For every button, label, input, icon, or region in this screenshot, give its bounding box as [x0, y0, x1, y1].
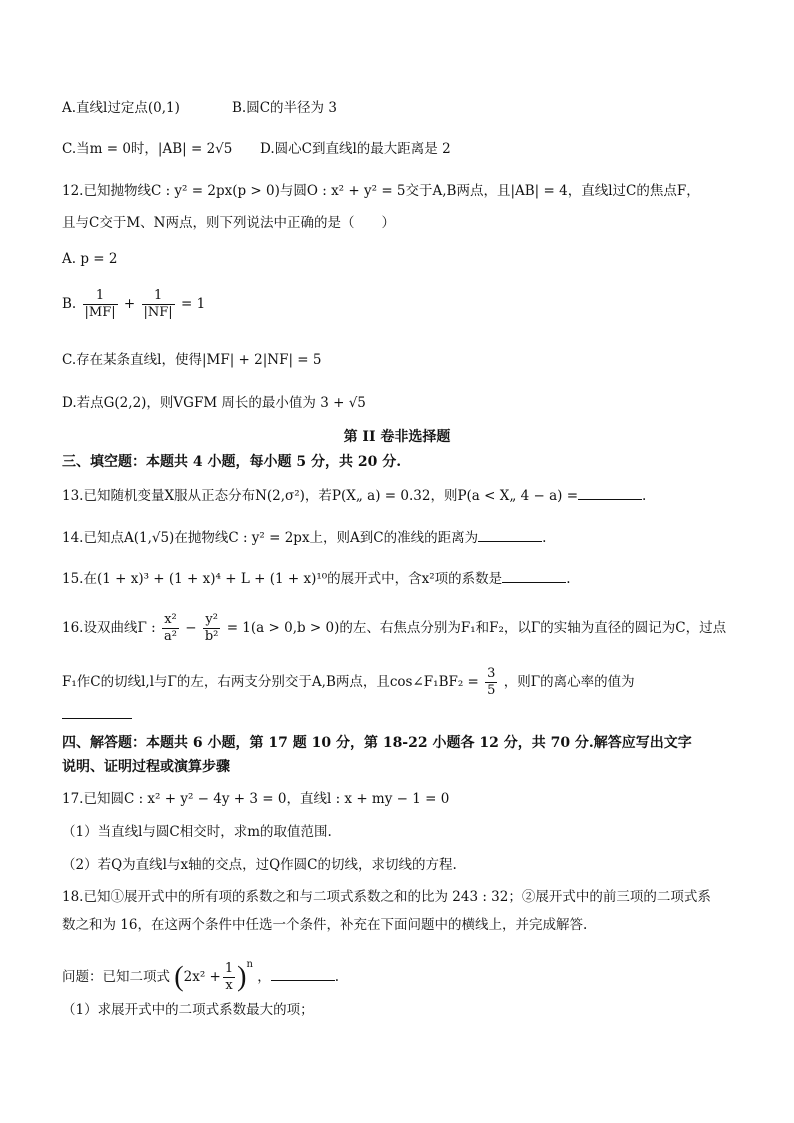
q18-question-prefix: 问题：已知二项式 — [62, 969, 170, 985]
fraction-denominator: x — [225, 978, 233, 993]
exponent: n — [246, 959, 253, 970]
part-title: 第 II 卷非选择题 — [343, 429, 451, 445]
q18-part1: （1）求展开式中的二项式系数最大的项； — [62, 1002, 314, 1018]
fraction-denominator: |MF| — [84, 305, 116, 320]
left-paren: ( — [174, 961, 184, 993]
q12-option-b-label: B. — [62, 296, 77, 312]
right-paren: ) — [237, 961, 247, 993]
q18-question: 问题：已知二项式 (2x² + $\frac{1}{x}$ )$^n$ ， . — [62, 959, 339, 993]
q16-line2 — [62, 666, 635, 699]
q18-stem-line1: 18.已知①展开式中的所有项的系数之和与二项式系数之和的比为 243 : 32；②展开式中的前三项的二项式系 — [62, 889, 711, 905]
q13: 13.已知随机变量X服从正态分布N(2,σ²)，若P(X„ a) = 0.32，则P(a < X„ 4 − a) = . — [62, 485, 646, 506]
q16-fraction-x — [162, 612, 179, 645]
q16-rest: = 1(a > 0,b > 0)的左、右焦点分别为F₁和F₂，以Γ的实轴为直径的圆记为C，过点 — [226, 620, 727, 636]
fraction-denominator: b² — [204, 629, 219, 644]
q12-stem-line2: 且与C交于M、N两点，则下列说法中正确的是（ ） — [62, 215, 395, 231]
q18-stem-line2: 数之和为 16，在这两个条件中任选一个条件，补充在下面问题中的横线上，并完成解答. — [62, 917, 588, 933]
q12-option-c: C.存在某条直线l，使得|MF| + 2|NF| = 5 — [62, 352, 322, 368]
q17-stem: 17.已知圆C : x² + y² − 4y + 3 = 0，直线l : x + my − 1 = 0 — [62, 791, 450, 807]
q12-option-d: D.若点G(2,2)，则VGFM 周长的最小值为 3 + √5 — [62, 395, 366, 411]
fraction-numerator: 1 — [83, 288, 118, 305]
fraction-numerator: 3 — [487, 666, 496, 681]
q16-line1 — [62, 612, 726, 645]
q16-fraction-y — [203, 612, 221, 645]
answer-blank — [502, 568, 566, 583]
q16-fraction-cos — [485, 666, 497, 699]
q12-option-a: A. p = 2 — [62, 251, 118, 267]
q14: 14.已知点A(1,√5)在抛物线C : y² = 2px上，则A到C的准线的距离为 . — [62, 527, 546, 548]
q12-option-b-fraction-2 — [142, 288, 175, 321]
answer-header-line2: 说明、证明过程或演算步骤 — [62, 759, 230, 775]
equation-rhs: = 1 — [180, 296, 206, 312]
q11-option-b: B.圆C的半径为 3 — [232, 100, 337, 116]
fraction-numerator: 1 — [224, 961, 234, 976]
fill-in-header: 三、填空题：本题共 4 小题，每小题 5 分，共 20 分. — [62, 454, 402, 470]
q11-option-d: D.圆心C到直线l的最大距离是 2 — [260, 141, 451, 157]
fraction-denominator: |NF| — [143, 305, 173, 320]
q17-part1: （1）当直线l与圆C相交时，求m的取值范围. — [62, 824, 332, 840]
q13-text: 13.已知随机变量X服从正态分布N(2,σ²)，若P(X„ a) = 0.32，则P(a < X„ 4 − a) = — [62, 488, 579, 504]
q18-fraction — [223, 961, 235, 994]
q15-text: 15.在(1 + x)³ + (1 + x)⁴ + L + (1 + x)¹⁰的展开式中，含x²项的系数是 — [62, 571, 503, 587]
q16-answer-line — [62, 704, 132, 725]
q11-option-a: A.直线l过定点(0,1) — [62, 100, 180, 116]
q16-line2-prefix: F₁作C的切线l,l与Γ的左，右两支分别交于A,B两点，且cos∠F₁BF₂ = — [62, 674, 479, 690]
q16-prefix: 16.设双曲线Γ : — [62, 620, 156, 636]
q18-suffix: ， — [257, 969, 271, 985]
minus-sign: − — [185, 620, 197, 636]
q12-option-b — [62, 288, 205, 321]
q18-expression: 2x² + — [183, 969, 221, 985]
q12-option-b-fraction-1 — [83, 288, 118, 321]
q14-text: 14.已知点A(1,√5)在抛物线C : y² = 2px上，则A到C的准线的距离为 — [62, 530, 479, 546]
q11-option-c: C.当m = 0时，|AB| = 2√5 — [62, 141, 233, 157]
answer-blank — [271, 966, 335, 981]
q16-line2-suffix: ，则Γ的离心率的值为 — [503, 674, 635, 690]
answer-blank — [578, 485, 642, 500]
q17-part2: （2）若Q为直线l与x轴的交点，过Q作圆C的切线，求切线的方程. — [62, 857, 457, 873]
fraction-numerator: y² — [203, 612, 221, 629]
plus-sign: + — [123, 296, 136, 312]
fraction-numerator: x² — [162, 612, 179, 629]
q12-stem-line1: 12.已知抛物线C : y² = 2px(p > 0)与圆O : x² + y² = 5交于A,B两点，且|AB| = 4，直线l过C的焦点F， — [62, 183, 700, 199]
q15: 15.在(1 + x)³ + (1 + x)⁴ + L + (1 + x)¹⁰的展开式中，含x²项的系数是 . — [62, 568, 570, 589]
answer-header-line1: 四、解答题：本题共 6 小题，第 17 题 10 分，第 18-22 小题各 12 分，共 70 分.解答应写出文字 — [62, 735, 692, 751]
fraction-denominator: 5 — [487, 683, 496, 698]
answer-blank — [62, 704, 132, 719]
fraction-numerator: 1 — [142, 288, 175, 305]
answer-blank — [478, 527, 542, 542]
fraction-denominator: a² — [163, 629, 177, 644]
